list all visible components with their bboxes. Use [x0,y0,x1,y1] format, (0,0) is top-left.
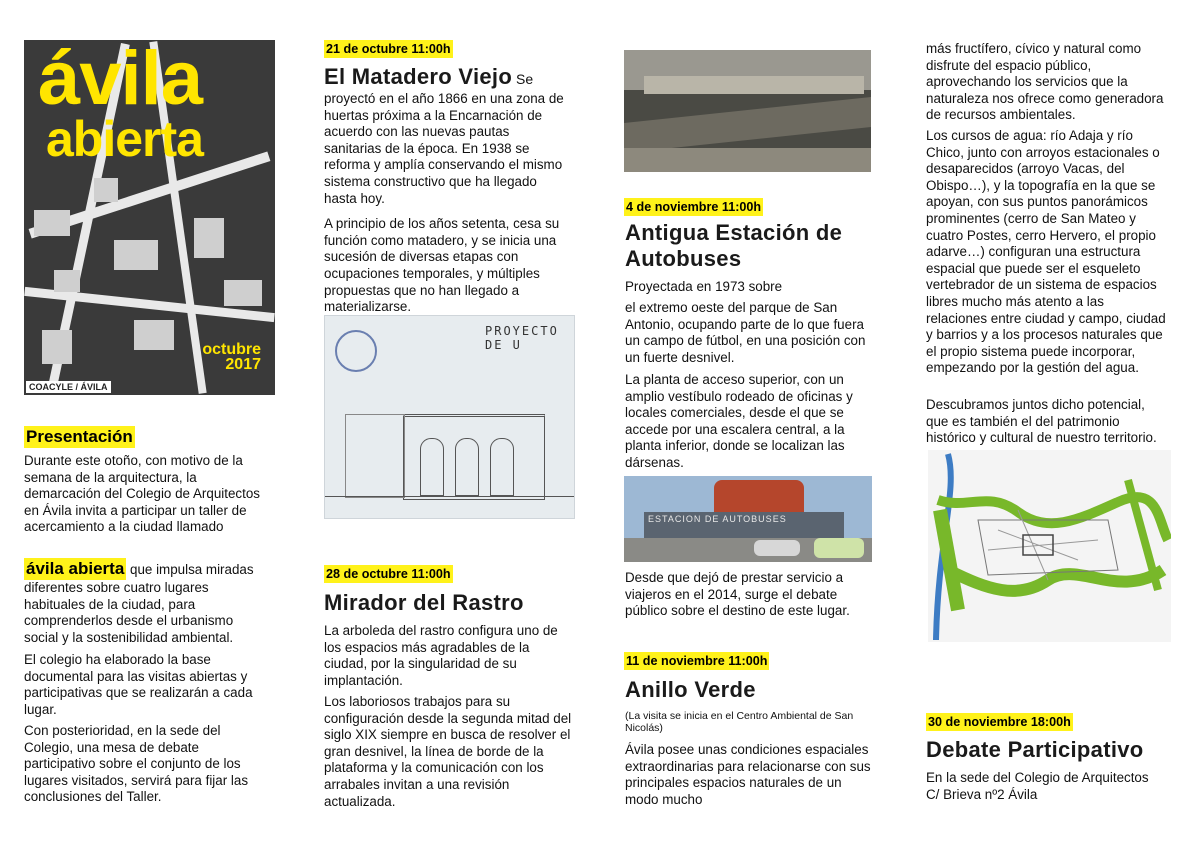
event-date-2: 28 de octubre 11:00h [326,567,451,581]
matadero-title-after: Se [512,71,534,87]
matadero-paragraph-1: proyectó en el año 1866 en una zona de huertas próxima a la Encarnación de acuerdo con las nuevas pautas sanitarias de la época. En 1938 se reforma y amplía conservando el mismo sistema constructivo que ha llegado hasta hoy. [324,91,564,206]
station-sign: ESTACION DE AUTOBUSES [648,514,787,524]
debate-place-2: C/ Brieva nº2 Ávila [926,787,1038,802]
cover-title-1: ávila [38,36,203,121]
presentacion-heading-wrap [24,426,135,448]
matadero-paragraph-2: A principio de los años setenta, cesa su función como matadero, y se inicia una sucesión de diversas etapas con ocupaciones temporales, y múltiples propuestas que no han llegado a materializarse. [324,216,560,315]
event-date-3: 4 de noviembre 11:00h [626,200,762,214]
presentacion-paragraph-1: Durante este otoño, con motivo de la semana de la arquitectura, la demarcación del Colegio de Arquitectos en Ávila invita a participar un taller de acercamiento a la ciudad llamado [24,453,260,535]
estacion-paragraph-2: La planta de acceso superior, con un amplio vestíbulo rodeado de oficinas y locales comerciales, desde el que se accede por una escalera central, a la planta inferior, donde se localizan las dársenas. [625,372,853,470]
wall-photo [624,50,871,172]
matadero-title: El Matadero Viejo [324,64,513,89]
event-date-4: 11 de noviembre 11:00h [626,654,768,668]
anillo-note: (La visita se inicia en el Centro Ambiental de San Nicolás) [625,710,854,735]
cover-date [202,342,261,372]
map-svg [928,450,1171,642]
matadero-drawing [324,315,575,519]
event-date-5-wrap [926,713,1073,731]
estacion-paragraph-3: Desde que dejó de prestar servicio a viajeros en el 2014, surge el debate público sobre el destino de este lugar. [625,570,850,619]
presentacion-paragraph-2 [24,558,269,646]
mirador-title: Mirador del Rastro [324,590,524,615]
coacyle-logo: COACYLE / ÁVILA [26,381,111,393]
anillo-paragraph-1: Ávila posee unas condiciones espaciales extraordinarias para relacionarse con sus principales espacios naturales de un modo mucho [625,742,871,807]
drawing-stamp [335,330,377,372]
presentacion-paragraph-4: Con posterioridad, en la sede del Colegio, una mesa de debate participativo sobre el conjunto de los lugares visitados, servirá para fijar las conclusiones del Taller. [24,723,249,805]
estacion-paragraph-intro: Proyectada en 1973 sobre [625,279,783,294]
anillo-title: Anillo Verde [625,677,756,702]
estacion-paragraph-1: el extremo oeste del parque de San Antonio, ocupando parte de lo que fuera un campo de fútbol, en una posición con un fuerte desnivel. [625,300,866,365]
debate-place-1: En la sede del Colegio de Arquitectos [926,770,1149,785]
event-date-1-wrap [324,40,453,58]
matadero-block [324,64,570,316]
debate-title: Debate Participativo [926,737,1144,762]
event-date-2-wrap [324,565,453,583]
event-date-4-wrap [624,652,769,670]
logo-text-a: COACYLE [29,382,74,392]
mirador-paragraph-2: Los laboriosos trabajos para su configuración desde la segunda mitad del siglo XIX siempre en busca de resolver el gran desnivel, la línea de borde de la plataforma y la comunicación con los arrabales invitan a una revisión actualizada. [324,694,572,809]
presentacion-paragraph-2-text: que impulsa miradas diferentes sobre cuatro lugares habituales de la ciudad, para comprenderlos desde el urbanismo social y la sostenibilidad ambiental. [24,562,254,645]
drawing-caption: PROYECTO DE U [485,324,559,352]
presentacion-paragraph-3: El colegio ha elaborado la base documental para las visitas abiertas y participativas que se realizarán a cada lugar. [24,652,253,717]
avila-abierta-label: ávila abierta [26,559,125,578]
anillo-paragraph-3: Los cursos de agua: río Adaja y río Chico, junto con arroyos estacionales o desaparecidos (arroyo Vacas, del Obispo…), y la topografía en la que se apoyan, con sus puntos panorámicos prominentes (cerro de San Mateo y cuatro Postes, cerro Hervero, el propio adarve…) configuran una estructura espacial que puede ser el esqueleto vertebrador de un sistema de espacios libres mucho más atento a las relaciones entre ciudad y campo, ciudad y barrios y a los procesos naturales que el propio sistema puede incorporar, empezando por la gestión del agua. [926,128,1166,376]
anillo-paragraph-2: más fructífero, cívico y natural como disfrute del espacio público, aprovechando los servicios que la naturaleza nos ofrece como generadora de recursos ambientales. [926,41,1164,123]
estacion-title: Antigua Estación de Autobuses [625,220,843,271]
logo-text-b: ÁVILA [80,382,108,392]
cover-month: octubre [202,341,261,358]
cover-year: 2017 [225,356,261,373]
event-date-3-wrap [624,198,763,216]
mirador-paragraph-1: La arboleda del rastro configura uno de los espacios más agradables de la ciudad, por la singularidad de su implantación. [324,623,558,688]
cover-title-2: abierta [46,111,203,167]
cover-image [24,36,275,395]
anillo-paragraph-4: Descubramos juntos dicho potencial, que es también el del patrimonio histórico y cultural de nuestro territorio. [926,397,1157,446]
estacion-photo [624,476,872,562]
green-ring-map [928,450,1171,642]
event-date-5: 30 de noviembre 18:00h [928,715,1071,729]
event-date-1: 21 de octubre 11:00h [326,42,451,56]
presentacion-heading: Presentación [26,427,133,446]
